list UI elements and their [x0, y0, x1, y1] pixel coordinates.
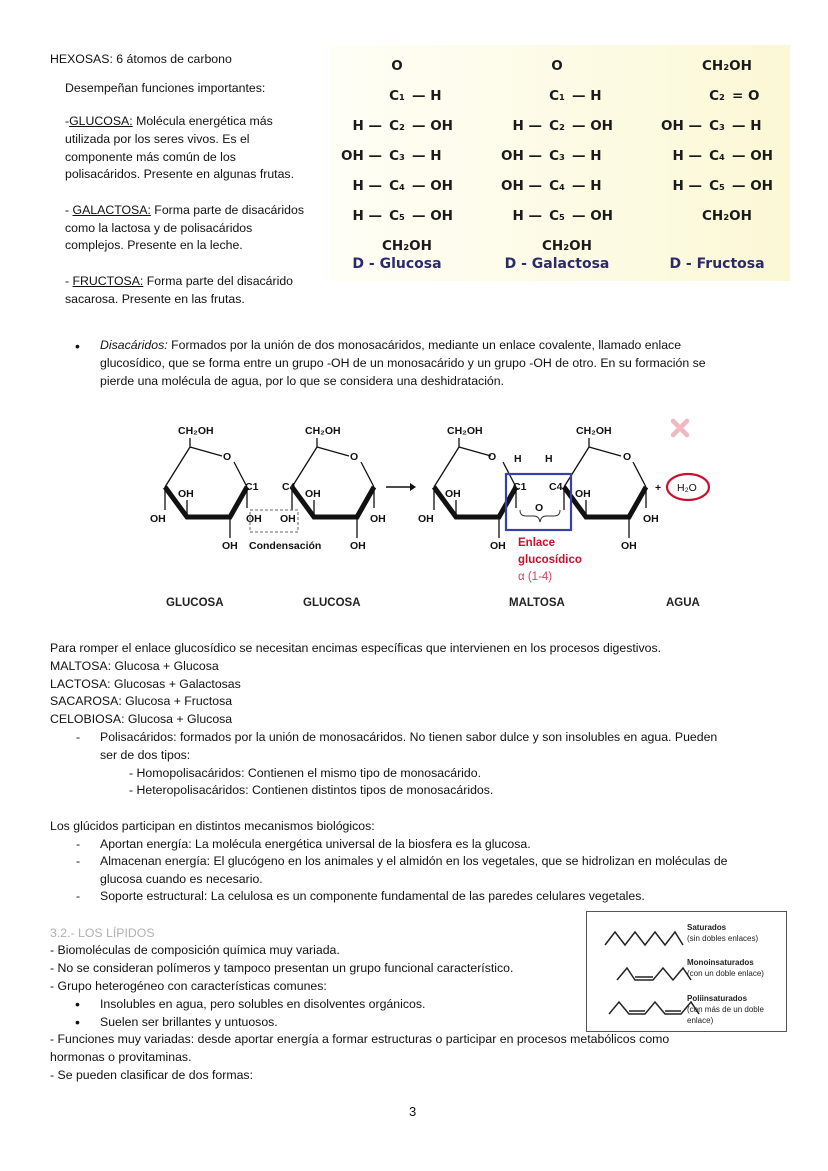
oh-label: OH — [643, 513, 659, 525]
fischer-atom-label: C₅ — [389, 208, 405, 224]
disacaridos-line: glucosídico, que se forma entre un grupo -OH de un monosacárido y un grupo -OH de otro. En su formación se — [100, 356, 706, 370]
fischer-atom-label: C₁ — [549, 88, 565, 104]
fischer-atom-label: — OH — [412, 118, 453, 134]
disacaridos-text: Disacáridos: Formados por la unión de dos monosacáridos, mediante un enlace covalente, llamado enlace — [100, 338, 682, 352]
monounsaturated-chain-icon — [617, 968, 691, 980]
fischer-atom-label: C₃ — [709, 118, 725, 134]
page-number: 3 — [409, 1104, 417, 1119]
glucosa-desc-line: componente más común de los — [65, 150, 236, 164]
fischer-atom-label: H — — [512, 208, 542, 224]
c4-label: C4 — [282, 481, 296, 493]
oh-label: OH — [490, 540, 506, 552]
h-label: H — [545, 453, 553, 465]
fischer-atom-label: H — — [512, 118, 542, 134]
mecanismos-intro: Los glúcidos participan en distintos mecanismos biológicos: — [50, 819, 375, 833]
close-x-icon — [673, 421, 687, 435]
oh-label: OH — [370, 513, 386, 525]
fischer-atom-label: C₄ — [709, 148, 725, 164]
fischer-atom-label: H — — [672, 148, 702, 164]
ring-oxygen-label: O — [623, 451, 632, 463]
hexosas-intro: Desempeñan funciones importantes: — [65, 81, 266, 95]
molecule-label: GLUCOSA — [166, 597, 224, 609]
fischer-atom-label: C₂ — [549, 118, 565, 134]
fischer-atom-label: OH — — [501, 178, 542, 194]
lipidos-line: hormonas o provitaminas. — [50, 1050, 192, 1064]
oh-label: OH — [575, 488, 591, 500]
sugar-name: D - Glucosa — [352, 256, 442, 272]
ring-oxygen-label: O — [223, 451, 232, 463]
lipidos-line: - Funciones muy variadas: desde aportar energía a formar estructuras o participar en procesos metabólicos como — [50, 1032, 670, 1046]
bullet-icon: • — [75, 338, 80, 354]
fischer-atom-label: — H — [572, 178, 602, 194]
glucosa-desc: -GLUCOSA: Molécula energética más — [65, 114, 273, 128]
mecanismo-item: Soporte estructural: La celulosa es un componente fundamental de las paredes celulares vegetales. — [100, 889, 645, 903]
fischer-atom-label: — OH — [732, 178, 773, 194]
fischer-atom-label: — OH — [412, 178, 453, 194]
dash-bullet: - — [76, 730, 81, 744]
lipidos-line: - Se pueden clasificar de dos formas: — [50, 1068, 254, 1082]
fischer-atom-label: C₂ — [709, 88, 725, 104]
fischer-atom-label: = O — [732, 88, 760, 104]
dash-bullet: - — [76, 854, 81, 868]
saturated-chain-icon — [605, 932, 683, 945]
oh-label: OH — [418, 513, 434, 525]
fischer-atom-label: — H — [412, 148, 442, 164]
ring-oxygen-label: O — [350, 451, 359, 463]
mecanismo-item: Aportan energía: La molécula energética universal de la biosfera es la glucosa. — [100, 837, 531, 851]
fischer-atom-label: C₂ — [389, 118, 405, 134]
water-label: H₂O — [677, 482, 697, 494]
bullet-icon: • — [75, 1014, 80, 1030]
galactosa-desc: - GALACTOSA: Forma parte de disacáridos — [65, 203, 304, 217]
fischer-atom-label: CH₂OH — [702, 58, 752, 74]
c1-label: C1 — [513, 481, 527, 493]
ch2oh-label: CH₂OH — [576, 425, 612, 437]
fischer-atom-label: C₃ — [549, 148, 565, 164]
ch2oh-label: CH₂OH — [305, 425, 341, 437]
mecanismo-item: Almacenan energía: El glucógeno en los animales y el almidón en los vegetales, que se hidrolizan en moléculas de — [100, 854, 728, 868]
fischer-atom-label: H — — [352, 178, 382, 194]
c4-label: C4 — [549, 481, 563, 493]
fructosa-desc-line: sacarosa. Presente en las frutas. — [65, 292, 245, 306]
fischer-atom-label: C₄ — [389, 178, 405, 194]
bond-label-line2: glucosídico — [518, 554, 582, 566]
oh-label: OH — [246, 513, 262, 525]
fischer-atom-label: OH — — [661, 118, 702, 134]
fischer-atom-label: CH₂OH — [382, 238, 432, 254]
monounsaturated-legend: Monoinsaturados (con un doble enlace) — [687, 958, 764, 978]
hexosas-title: HEXOSAS: 6 átomos de carbono — [50, 52, 232, 66]
fischer-atom-label: C₄ — [549, 178, 565, 194]
fischer-atom-label: O — [551, 58, 563, 74]
lipidos-line: - Biomoléculas de composición química muy variada. — [50, 943, 340, 957]
fischer-atom-label: C₅ — [709, 178, 725, 194]
oh-label: OH — [178, 488, 194, 500]
glucosa-desc-line: polisacáridos. Presente en algunas frutas. — [65, 167, 294, 181]
section-heading: 3.2.- LOS LÍPIDOS — [50, 926, 155, 940]
galactosa-desc-line: como la lactosa y de polisacáridos — [65, 221, 253, 235]
body-line: CELOBIOSA: Glucosa + Glucosa — [50, 712, 233, 726]
oh-label: OH — [222, 540, 238, 552]
lipidos-bullet: Suelen ser brillantes y untuosos. — [100, 1015, 278, 1029]
fischer-atom-label: — H — [572, 88, 602, 104]
polisacaridos-line: ser de dos tipos: — [100, 748, 191, 762]
body-line: MALTOSA: Glucosa + Glucosa — [50, 659, 219, 673]
mecanismo-item: glucosa cuando es necesario. — [100, 872, 263, 886]
sugar-name: D - Fructosa — [669, 256, 765, 272]
fischer-atom-label: O — [391, 58, 403, 74]
fischer-atom-label: C₁ — [389, 88, 405, 104]
galactosa-desc-line: complejos. Presente en la leche. — [65, 238, 243, 252]
polisacaridos-line: Polisacáridos: formados por la unión de monosacáridos. No tienen sabor dulce y son insolubles en agua. Pueden — [100, 730, 718, 744]
fischer-atom-label: — H — [412, 88, 442, 104]
fructosa-desc: - FRUCTOSA: Forma parte del disacárido — [65, 274, 294, 288]
oh-label: OH — [280, 513, 296, 525]
c1-label: C1 — [245, 481, 259, 493]
ring-oxygen-label: O — [488, 451, 497, 463]
body-line: Para romper el enlace glucosídico se necesitan encimas específicas que intervienen en los procesos digestivos. — [50, 641, 662, 655]
dash-bullet: - — [76, 837, 81, 851]
sugar-name: D - Galactosa — [504, 256, 610, 272]
fatty-acid-types-legend — [586, 911, 787, 1032]
fischer-atom-label: C₃ — [389, 148, 405, 164]
fischer-atom-label: — H — [572, 148, 602, 164]
fischer-atom-label: — OH — [572, 208, 613, 224]
bond-label-line1: Enlace — [518, 537, 556, 549]
bullet-icon: • — [75, 996, 80, 1012]
oh-label: OH — [150, 513, 166, 525]
fischer-atom-label: OH — — [501, 148, 542, 164]
oh-label: OH — [621, 540, 637, 552]
fischer-atom-label: — H — [732, 118, 762, 134]
molecule-label: GLUCOSA — [303, 597, 361, 609]
fischer-atom-label: — OH — [732, 148, 773, 164]
fischer-atom-label: H — — [352, 208, 382, 224]
molecule-label: AGUA — [666, 597, 700, 609]
plus-sign: + — [655, 482, 662, 494]
ch2oh-label: CH₂OH — [178, 425, 214, 437]
fischer-atom-label: H — — [352, 118, 382, 134]
polyunsaturated-chain-icon — [609, 1002, 699, 1014]
disacaridos-line: pierde una molécula de agua, por lo que se considera una deshidratación. — [100, 374, 505, 388]
fischer-atom-label: OH — — [341, 148, 382, 164]
condensation-label: Condensación — [249, 540, 322, 552]
glycosidic-oxygen-label: O — [535, 502, 544, 514]
body-line: SACAROSA: Glucosa + Fructosa — [50, 694, 233, 708]
fischer-atom-label: CH₂OH — [702, 208, 752, 224]
bond-type-label: α (1-4) — [518, 571, 553, 583]
fischer-atom-label: CH₂OH — [542, 238, 592, 254]
fischer-atom-label: C₅ — [549, 208, 565, 224]
saturated-legend: Saturados (sin dobles enlaces) — [687, 923, 759, 943]
body-line: LACTOSA: Glucosas + Galactosas — [50, 677, 241, 691]
lipidos-line: - Grupo heterogéneo con características comunes: — [50, 979, 327, 993]
oh-label: OH — [305, 488, 321, 500]
glucosa-desc-line: utilizada por los seres vivos. Es el — [65, 132, 250, 146]
fischer-atom-label: — OH — [572, 118, 613, 134]
lipidos-bullet: Insolubles en agua, pero solubles en disolventes orgánicos. — [100, 997, 426, 1011]
fischer-atom-label: H — — [672, 178, 702, 194]
polisacaridos-subtype: - Homopolisacáridos: Contienen el mismo tipo de monosacárido. — [129, 766, 481, 780]
dash-bullet: - — [76, 889, 81, 903]
oh-label: OH — [445, 488, 461, 500]
oh-label: OH — [350, 540, 366, 552]
ch2oh-label: CH₂OH — [447, 425, 483, 437]
reaction-arrow-icon — [410, 483, 416, 491]
h-label: H — [514, 453, 522, 465]
lipidos-line: - No se consideran polímeros y tampoco presentan un grupo funcional característico. — [50, 961, 514, 975]
polisacaridos-subtype: - Heteropolisacáridos: Contienen distintos tipos de monosacáridos. — [129, 783, 494, 797]
fischer-atom-label: — OH — [412, 208, 453, 224]
molecule-label: MALTOSA — [509, 597, 565, 609]
polyunsaturated-legend: Poliinsaturados (con más de un doble enlace) — [687, 994, 764, 1025]
